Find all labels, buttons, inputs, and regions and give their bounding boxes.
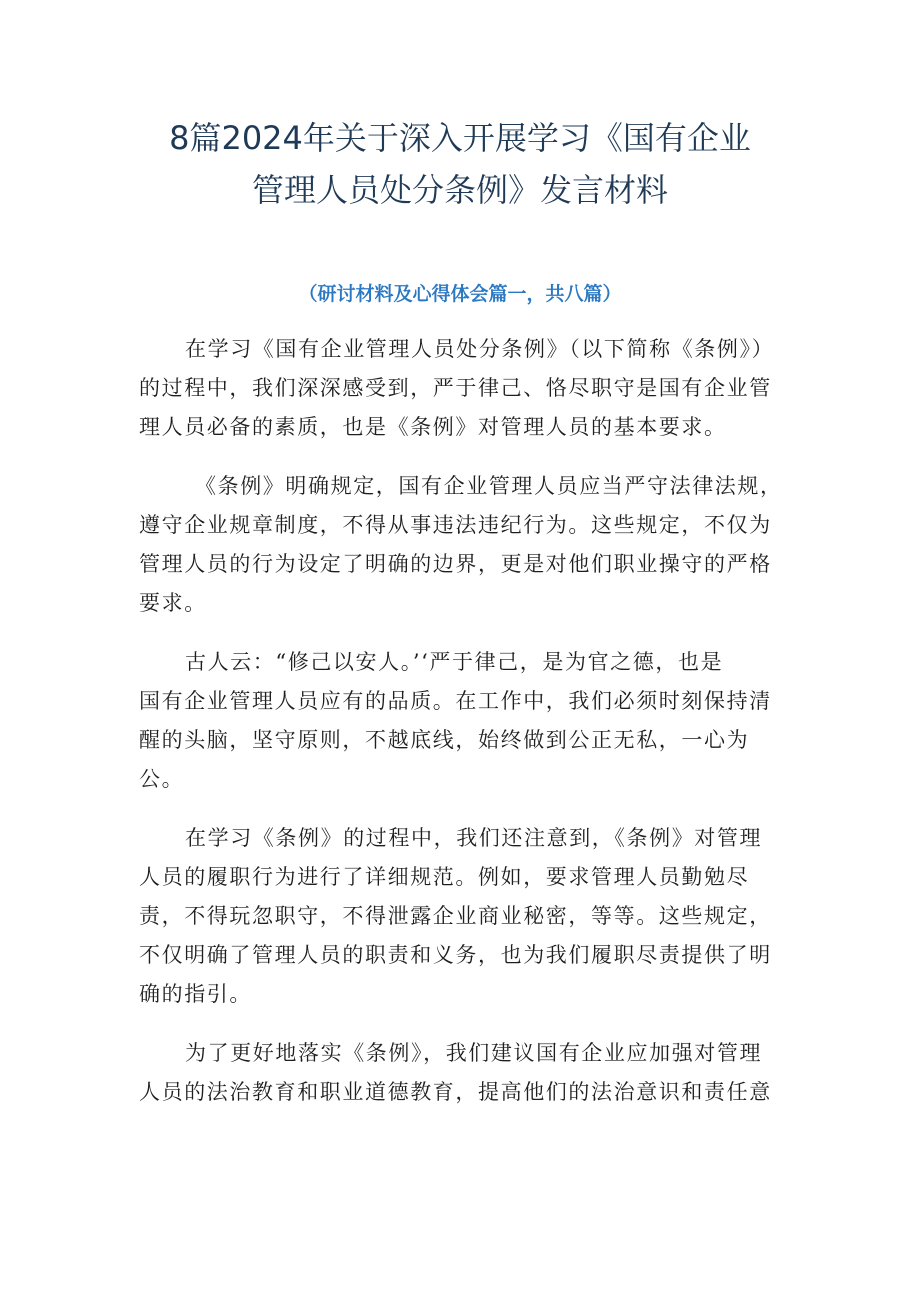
paragraph-line: 国有企业管理人员应有的品质。在工作中，我们必须时刻保持清 xyxy=(139,689,772,713)
document-body xyxy=(139,330,789,1132)
paragraph-line: 遵守企业规章制度，不得从事违法违纪行为。这些规定，不仅为 xyxy=(139,513,772,537)
title-line-1: 8篇2024年关于深入开展学习《国有企业 xyxy=(169,119,751,157)
paragraph-line: 管理人员的行为设定了明确的边界，更是对他们职业操守的严格 xyxy=(139,552,772,576)
paragraph-line: 人员的法治教育和职业道德教育，提高他们的法治意识和责任意 xyxy=(139,1080,772,1104)
paragraph-3 xyxy=(139,643,789,799)
paragraph-4 xyxy=(139,819,789,1014)
paragraph-line: 人员的履职行为进行了详细规范。例如，要求管理人员勤勉尽 xyxy=(139,865,750,889)
paragraph-line: 在学习《国有企业管理人员处分条例》（以下简称《条例》） xyxy=(185,337,775,361)
paragraph-line: 的过程中，我们深深感受到，严于律己、恪尽职守是国有企业管 xyxy=(139,376,772,400)
paragraph-line: 要求。 xyxy=(139,591,207,615)
document-subtitle: （研讨材料及心得体会篇一，共八篇） xyxy=(298,283,622,305)
paragraph-line: 不仅明确了管理人员的职责和义务，也为我们履职尽责提供了明 xyxy=(139,943,772,967)
paragraph-line: 责，不得玩忽职守，不得泄露企业商业秘密，等等。这些规定， xyxy=(139,904,772,928)
document-title xyxy=(60,112,860,216)
paragraph-1 xyxy=(139,330,789,447)
paragraph-line: 古人云：“修己以安人。’‘严于律己，是为官之德，也是 xyxy=(185,650,724,674)
paragraph-line: 确的指引。 xyxy=(139,982,252,1006)
paragraph-5 xyxy=(139,1034,789,1112)
paragraph-line: 公。 xyxy=(139,767,185,791)
paragraph-line: 为了更好地落实《条例》，我们建议国有企业应加强对管理 xyxy=(185,1041,763,1065)
paragraph-line: 理人员必备的素质，也是《条例》对管理人员的基本要求。 xyxy=(139,415,727,439)
paragraph-line: 醒的头脑，坚守原则，不越底线，始终做到公正无私，一心为 xyxy=(139,728,750,752)
title-line-2: 管理人员处分条例》发言材料 xyxy=(251,171,668,209)
paragraph-2 xyxy=(139,467,789,623)
paragraph-line: 在学习《条例》的过程中，我们还注意到，《条例》对管理 xyxy=(185,826,763,850)
paragraph-line: 《条例》明确规定，国有企业管理人员应当严守法律法规， xyxy=(195,474,783,498)
